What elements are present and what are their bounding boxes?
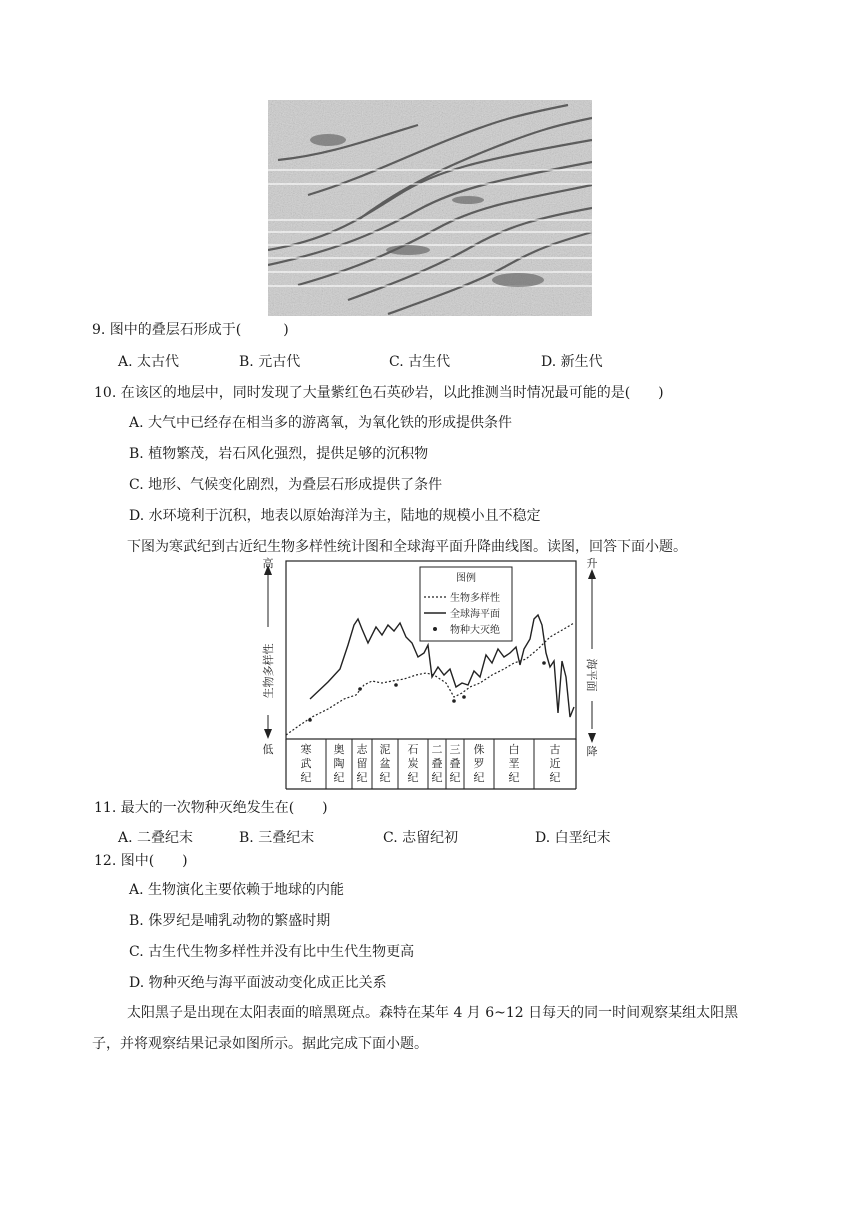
stromatolite-photo [268, 100, 592, 316]
period-label: 泥盆纪 [379, 743, 391, 784]
left-axis-down-arrow [264, 729, 272, 739]
q11-option-d: D. 白垩纪末 [535, 830, 611, 846]
q11-stem: 11. 最大的一次物种灭绝发生在( ) [94, 800, 328, 816]
extinction-point [358, 687, 362, 691]
legend-title: 图例 [456, 573, 476, 584]
legend-item-diversity: 生物多样性 [450, 593, 500, 604]
q12-option-d: D. 物种灭绝与海平面波动变化成正比关系 [129, 975, 387, 991]
right-axis-label: 海平面 [585, 658, 598, 692]
legend-item-extinction: 物种大灭绝 [450, 625, 500, 636]
legend-extinction-swatch [433, 627, 437, 631]
sunspot-intro-line1: 太阳黑子是出现在太阳表面的暗黑斑点。森特在某年 4 月 6~12 日每天的同一时间观察某组太阳黑 [127, 1005, 739, 1021]
q12-stem: 12. 图中( ) [94, 853, 188, 869]
q12-option-c: C. 古生代生物多样性并没有比中生代生物更高 [129, 944, 415, 960]
extinction-point [452, 699, 456, 703]
q12-option-b: B. 侏罗纪是哺乳动物的繁盛时期 [129, 913, 331, 929]
left-axis-bottom-label: 低 [262, 743, 274, 756]
biodiversity-sea-level-chart [248, 557, 608, 793]
right-axis-down-arrow [588, 733, 596, 743]
right-axis-up-arrow [588, 569, 596, 579]
q9-option-a: A. 太古代 [118, 354, 180, 370]
period-label: 寒武纪 [300, 743, 312, 784]
period-label: 三叠纪 [449, 743, 461, 784]
q10-option-c: C. 地形、气候变化剧烈，为叠层石形成提供了条件 [129, 477, 443, 493]
q11-option-c: C. 志留纪初 [383, 830, 459, 846]
period-label: 志留纪 [356, 743, 368, 784]
left-axis-label: 生物多样性 [262, 643, 275, 699]
q11-option-a: A. 二叠纪末 [118, 830, 194, 846]
right-axis-top-label: 升 [586, 557, 598, 570]
extinction-point [462, 695, 466, 699]
extinction-point [394, 683, 398, 687]
period-label: 侏罗纪 [473, 743, 485, 784]
legend-item-sealevel: 全球海平面 [450, 609, 500, 620]
sunspot-intro-line2: 子，并将观察结果记录如图所示。据此完成下面小题。 [92, 1036, 428, 1052]
period-label: 石炭纪 [407, 743, 419, 784]
q12-option-a: A. 生物演化主要依赖于地球的内能 [129, 882, 345, 898]
period-label: 白垩纪 [508, 743, 520, 784]
period-label: 奥陶纪 [333, 743, 345, 784]
period-label: 二叠纪 [431, 743, 443, 784]
left-axis-top-label: 高 [262, 557, 274, 570]
right-axis-bottom-label: 降 [586, 745, 598, 758]
extinction-point [308, 718, 312, 722]
extinction-point [542, 661, 546, 665]
q10-option-d: D. 水环境利于沉积，地表以原始海洋为主，陆地的规模小且不稳定 [129, 508, 541, 524]
q10-option-a: A. 大气中已经存在相当多的游离氧，为氧化铁的形成提供条件 [129, 415, 513, 431]
q11-option-b: B. 三叠纪末 [239, 830, 315, 846]
period-label: 古近纪 [549, 743, 561, 784]
q9-option-b: B. 元古代 [239, 354, 301, 370]
period-row [301, 739, 561, 789]
q9-stem: 9. 图中的叠层石形成于( ) [92, 322, 289, 338]
q9-option-c: C. 古生代 [389, 354, 451, 370]
q9-option-d: D. 新生代 [541, 354, 603, 370]
q10-option-b: B. 植物繁茂，岩石风化强烈，提供足够的沉积物 [129, 446, 429, 462]
chart-intro: 下图为寒武纪到古近纪生物多样性统计图和全球海平面升降曲线图。读图，回答下面小题。 [127, 539, 687, 555]
q10-stem: 10. 在该区的地层中，同时发现了大量紫红色石英砂岩，以此推测当时情况最可能的是( ) [94, 385, 664, 401]
